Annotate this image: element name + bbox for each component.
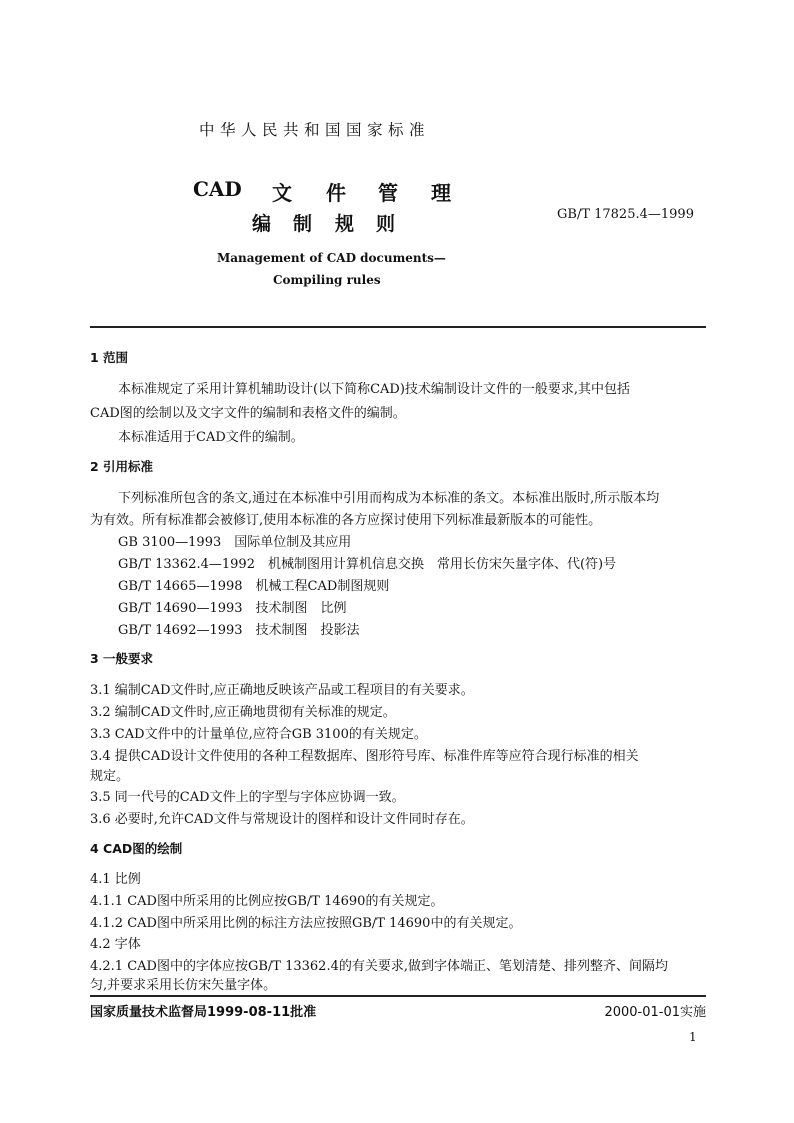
title-char-1: 文 (272, 181, 292, 205)
reference-standard-item: GB 3100—1993 国际单位制及其应用 (118, 535, 352, 550)
reference-standard-item: GB/T 13362.4—1992 机械制图用计算机信息交换 常用长仿宋矢量字体、代(符)号 (118, 557, 617, 572)
clause-3-2: 3.2 编制CAD文件时,应正确地贯彻有关标准的规定。 (90, 705, 396, 720)
reference-standard-item: GB/T 14690—1993 技术制图 比例 (118, 601, 347, 616)
clause-4-1-2: 4.1.2 CAD图中所采用比例的标注方法应按照GB/T 14690中的有关规定。 (90, 916, 522, 931)
clause-3-4-line2: 规定。 (90, 769, 130, 784)
english-title-line1: Management of CAD documents— (217, 251, 446, 265)
standard-number: GB/T 17825.4—1999 (557, 207, 694, 222)
section-4-heading: 4 CAD图的绘制 (90, 841, 183, 856)
page-number: 1 (689, 1030, 697, 1044)
section-1-paragraph-line1: 本标准规定了采用计算机辅助设计(以下简称CAD)技术编制设计文件的一般要求,其中包括 (118, 382, 631, 397)
section-2-heading: 2 引用标准 (90, 459, 154, 474)
clause-4-1-1: 4.1.1 CAD图中所采用的比例应按GB/T 14690的有关规定。 (90, 894, 444, 909)
clause-4-2: 4.2 字体 (90, 937, 141, 952)
title-char-3: 管 (378, 181, 398, 205)
implementation-date: 2000-01-01实施 (604, 1005, 706, 1020)
title2-char-3: 规 (335, 213, 355, 235)
title2-char-4: 则 (376, 213, 396, 235)
title-char-4: 理 (431, 181, 451, 205)
section-1-paragraph-line2: CAD图的绘制以及文字文件的编制和表格文件的编制。 (90, 406, 406, 421)
section-2-paragraph-line2: 为有效。所有标准都会被修订,使用本标准的各方应探讨使用下列标准最新版本的可能性。 (90, 513, 602, 528)
section-3-heading: 3 一般要求 (90, 651, 154, 666)
reference-standard-item: GB/T 14692—1993 技术制图 投影法 (118, 623, 360, 638)
reference-standard-item: GB/T 14665—1998 机械工程CAD制图规则 (118, 579, 390, 594)
section-2-paragraph-line1: 下列标准所包含的条文,通过在本标准中引用而构成为本标准的条文。本标准出版时,所示版本均 (118, 491, 660, 506)
clause-3-3: 3.3 CAD文件中的计量单位,应符合GB 3100的有关规定。 (90, 727, 427, 742)
english-title-line2: Compiling rules (273, 273, 381, 287)
clause-3-4-line1: 3.4 提供CAD设计文件使用的各种工程数据库、图形符号库、标准件库等应符合现行标准的相关 (90, 749, 639, 764)
clause-4-2-1-line2: 匀,并要求采用长仿宋矢量字体。 (90, 978, 277, 993)
title-char-2: 件 (326, 181, 346, 205)
footer-divider (90, 995, 706, 997)
national-standard-label: 中华人民共和国国家标准 (199, 121, 431, 139)
title-word-cad: CAD (193, 177, 242, 201)
clause-3-5: 3.5 同一代号的CAD文件上的字型与字体应协调一致。 (90, 790, 405, 805)
approval-statement: 国家质量技术监督局1999-08-11批准 (90, 1005, 317, 1020)
title2-char-1: 编 (252, 213, 272, 235)
title2-char-2: 制 (293, 213, 313, 235)
section-1-paragraph-2: 本标准适用于CAD文件的编制。 (118, 430, 304, 445)
clause-3-1: 3.1 编制CAD文件时,应正确地反映该产品或工程项目的有关要求。 (90, 683, 474, 698)
section-1-heading: 1 范围 (90, 350, 129, 365)
clause-3-6: 3.6 必要时,允许CAD文件与常规设计的图样和设计文件同时存在。 (90, 812, 474, 827)
clause-4-1: 4.1 比例 (90, 872, 141, 887)
clause-4-2-1-line1: 4.2.1 CAD图中的字体应按GB/T 13362.4的有关要求,做到字体端正、笔划清楚、排列整齐、间隔均 (90, 959, 668, 974)
header-divider (90, 326, 706, 328)
